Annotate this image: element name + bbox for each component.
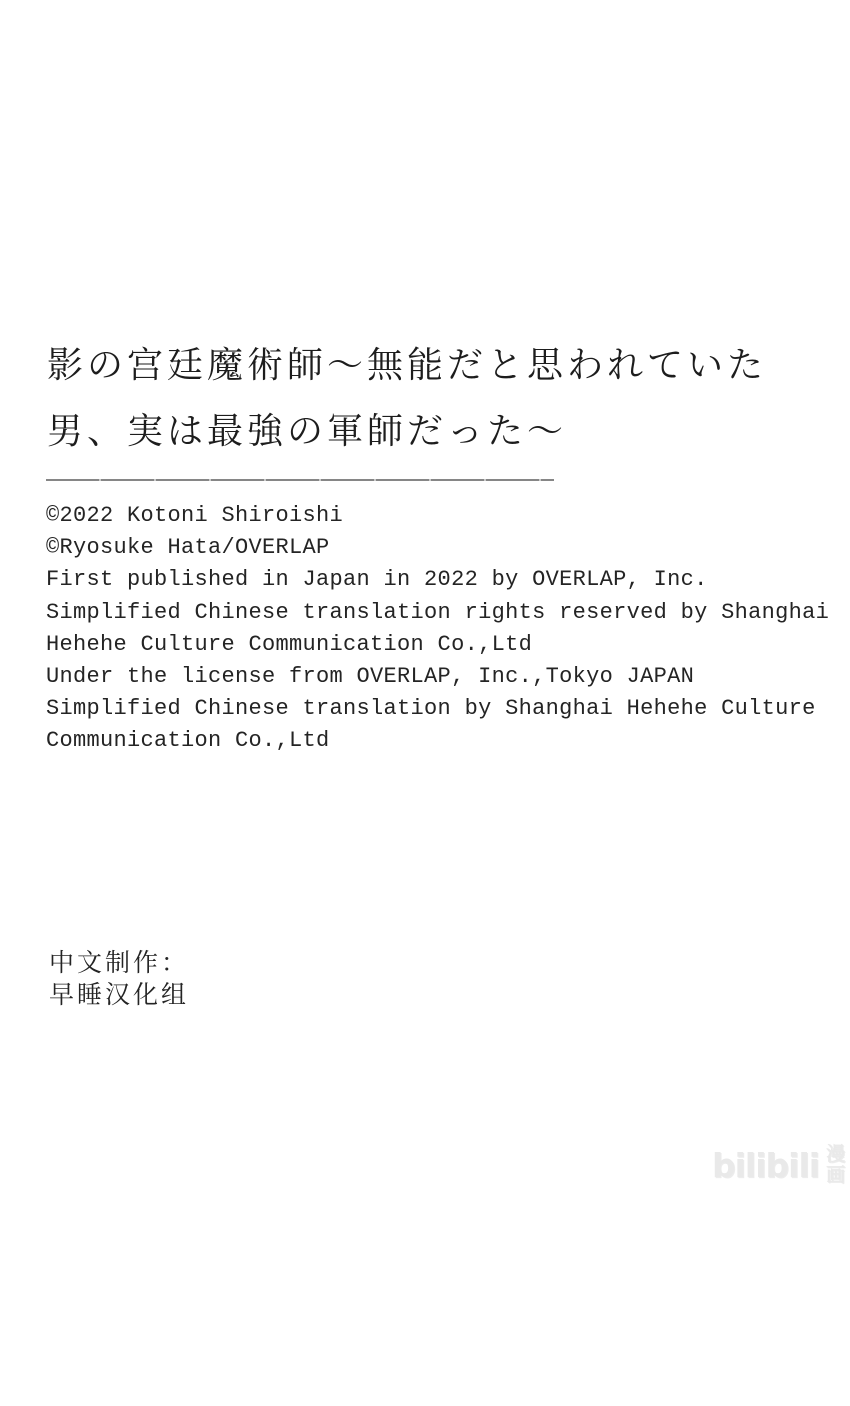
bilibili-logo: bilibili: [712, 1145, 820, 1185]
copyright-line: Communication Co.,Ltd: [46, 728, 330, 754]
bilibili-manga-watermark: [712, 1144, 845, 1186]
title-line-2: 男、実は最強の軍師だった～: [47, 411, 568, 451]
copyright-line: First published in Japan in 2022 by OVERLAP, Inc.: [46, 567, 708, 593]
manhua-label: [826, 1144, 845, 1186]
copyright-block: [46, 500, 829, 758]
credits-label: 中文制作：: [49, 950, 190, 977]
title-line-1: 影の宫廷魔術師～無能だと思われていた: [47, 345, 768, 385]
credits-group-name: 早睡汉化组: [49, 982, 190, 1009]
copyright-line: ©Ryosuke Hata/OVERLAP: [46, 535, 330, 561]
chinese-localization-credits: [49, 948, 189, 1012]
divider-line: [46, 479, 554, 481]
manhua-char-bottom: 画: [826, 1164, 846, 1186]
copyright-line: Under the license from OVERLAP, Inc.,Tokyo JAPAN: [46, 664, 695, 690]
manhua-char-top: 漫: [826, 1143, 846, 1165]
copyright-line: Hehehe Culture Communication Co.,Ltd: [46, 631, 533, 657]
page-title: [47, 332, 767, 464]
copyright-line: ©2022 Kotoni Shiroishi: [46, 503, 344, 528]
copyright-line: Simplified Chinese translation by Shanghai Hehehe Culture: [46, 696, 816, 722]
copyright-line: Simplified Chinese translation rights reserved by Shanghai: [46, 599, 830, 625]
